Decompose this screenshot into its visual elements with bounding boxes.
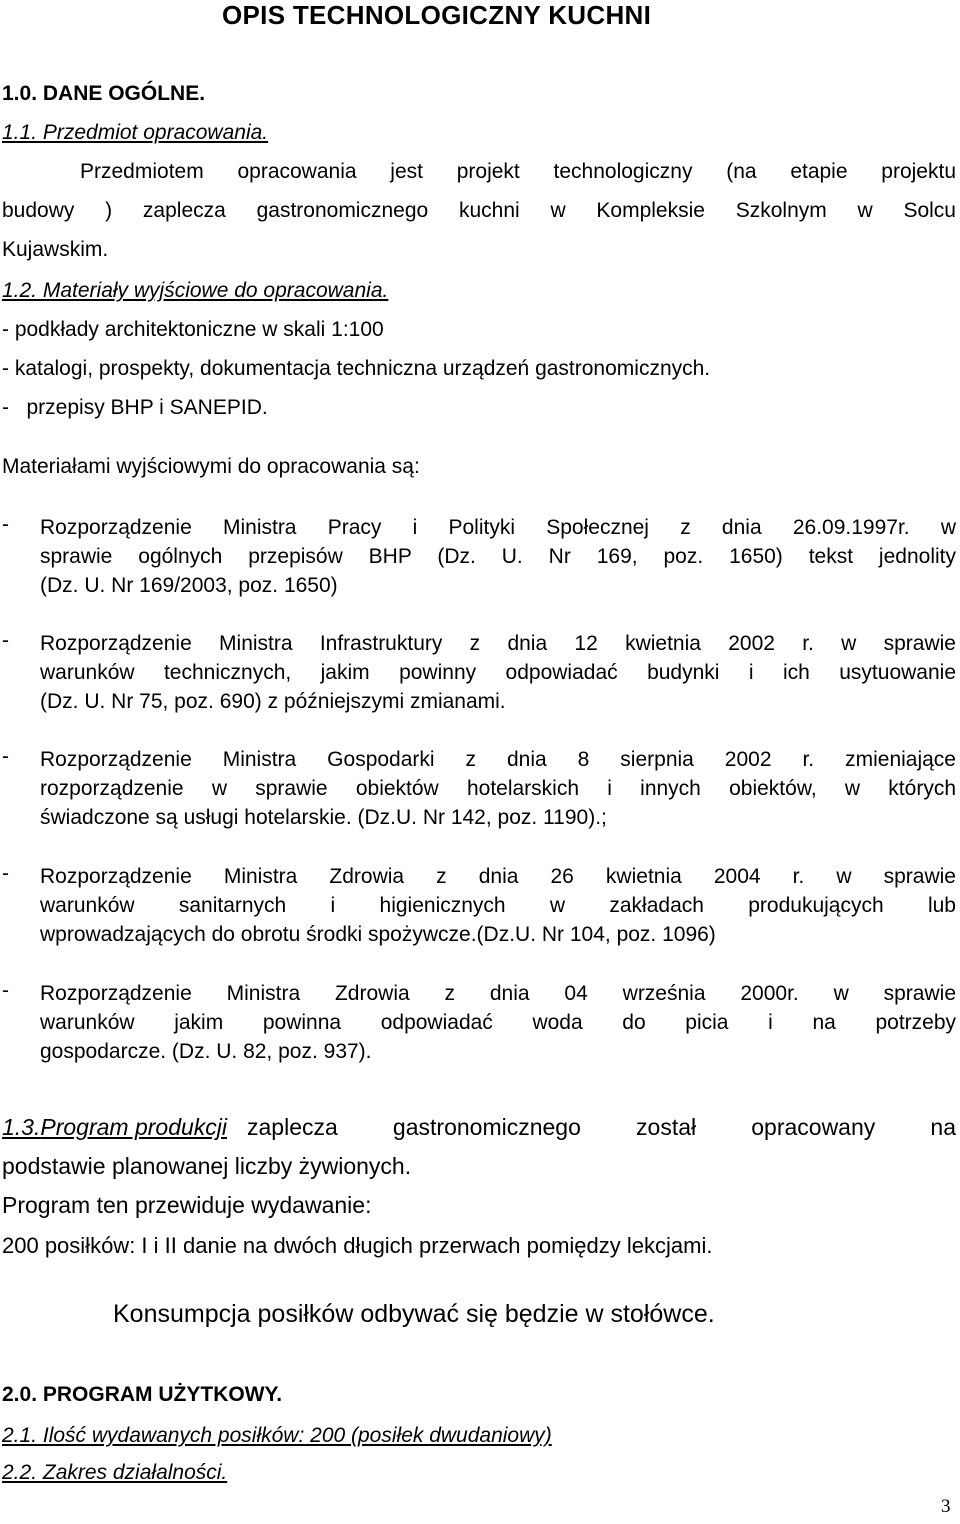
section-heading-1-3: Program produkcji [40, 1114, 228, 1140]
page-number: 3 [941, 1496, 951, 1517]
section-heading-1-1: 1.1. Przedmiot opracowania. [2, 121, 269, 144]
section-heading-1-0: 1.0. DANE OGÓLNE. [2, 82, 206, 105]
section-heading-2-0: 2.0. PROGRAM UŻYTKOWY. [2, 1383, 283, 1406]
list-dash: - [2, 745, 9, 768]
s11-line-3: Kujawskim. [2, 238, 109, 261]
s11-line-1: Przedmiotem opracowania jest projekt technologiczny (na etapie projektu [80, 160, 956, 183]
s13-line-2: podstawie planowanej liczby żywionych. [2, 1153, 412, 1179]
regulation-line: Rozporządzenie Ministra Zdrowia z dnia 04 września 2000r. w sprawie [40, 982, 956, 1005]
regulation-text [40, 862, 956, 949]
s13-line-1-rest: zaplecza gastronomicznego został opracowany na [247, 1114, 956, 1140]
s13-line-1 [2, 1114, 956, 1141]
regulation-line: świadczone są usługi hotelarskie. (Dz.U. Nr 142, poz. 1190).; [40, 806, 607, 829]
s13-line-4: 200 posiłków: I i II danie na dwóch długich przerwach pomiędzy lekcjami. [2, 1233, 713, 1258]
regulation-line: gospodarcze. (Dz. U. 82, poz. 937). [40, 1040, 372, 1063]
section-heading-1-2: 1.2. Materiały wyjściowe do opracowania. [2, 279, 389, 302]
regulation-line: sprawie ogólnych przepisów BHP (Dz. U. Nr 169, poz. 1650) tekst jednolity [40, 545, 956, 568]
materials-intro: Materiałami wyjściowymi do opracowania są: [2, 455, 420, 478]
document-title: OPIS TECHNOLOGICZNY KUCHNI [222, 0, 652, 30]
s13-line-3: Program ten przewiduje wydawanie: [2, 1192, 372, 1218]
list-dash: - [2, 629, 9, 652]
regulation-line: rozporządzenie w sprawie obiektów hotelarskich i innych obiektów, w których [40, 777, 956, 800]
s12-item-3: - przepisy BHP i SANEPID. [2, 396, 268, 419]
list-dash: - [2, 979, 9, 1002]
regulation-text [40, 513, 956, 600]
consumption-note: Konsumpcja posiłków odbywać się będzie w stołówce. [113, 1300, 715, 1328]
s12-item-2: - katalogi, prospekty, dokumentacja techniczna urządzeń gastronomicznych. [2, 357, 711, 380]
section-heading-2-2: 2.2. Zakres działalności. [2, 1461, 228, 1484]
section-heading-2-1: 2.1. Ilość wydawanych posiłków: 200 (posiłek dwudaniowy) [2, 1424, 552, 1447]
regulation-line: Rozporządzenie Ministra Infrastruktury z dnia 12 kwietnia 2002 r. w sprawie [40, 632, 956, 655]
regulation-line: warunków technicznych, jakim powinny odpowiadać budynki i ich usytuowanie [40, 661, 956, 684]
list-dash: - [2, 513, 9, 536]
s12-item-1: - podkłady architektoniczne w skali 1:100 [2, 318, 384, 341]
regulation-line: Rozporządzenie Ministra Pracy i Polityki Społecznej z dnia 26.09.1997r. w [40, 516, 956, 539]
regulation-line: (Dz. U. Nr 169/2003, poz. 1650) [40, 574, 338, 597]
s11-line-2: budowy ) zaplecza gastronomicznego kuchni w Kompleksie Szkolnym w Solcu [2, 199, 956, 222]
regulation-text [40, 629, 956, 716]
regulation-line: Rozporządzenie Ministra Gospodarki z dnia 8 sierpnia 2002 r. zmieniające [40, 748, 956, 771]
regulation-text [40, 745, 956, 832]
regulation-line: Rozporządzenie Ministra Zdrowia z dnia 26 kwietnia 2004 r. w sprawie [40, 865, 956, 888]
regulation-line: warunków jakim powinna odpowiadać woda do picia i na potrzeby [40, 1011, 956, 1034]
regulation-line: (Dz. U. Nr 75, poz. 690) z późniejszymi zmianami. [40, 690, 506, 713]
section-number-1-3: 1.3. [2, 1114, 41, 1140]
list-dash: - [2, 862, 9, 885]
regulation-line: warunków sanitarnych i higienicznych w zakładach produkujących lub [40, 894, 956, 917]
regulation-text [40, 979, 956, 1066]
regulation-line: wprowadzających do obrotu środki spożywcze.(Dz.U. Nr 104, poz. 1096) [40, 923, 716, 946]
